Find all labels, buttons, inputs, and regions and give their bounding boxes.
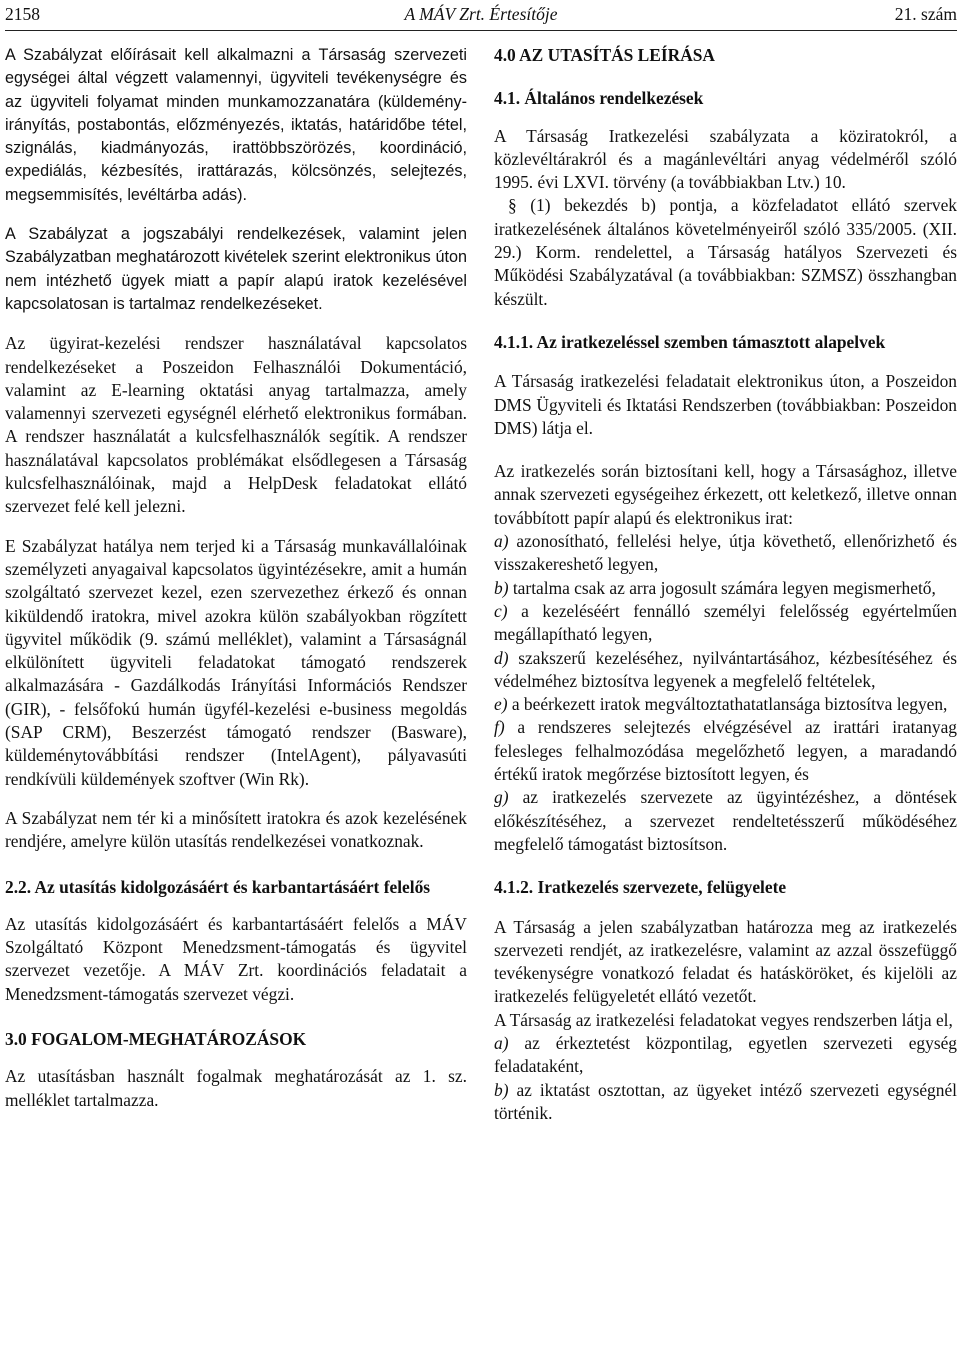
list-item: [494, 1079, 957, 1126]
paragraph: A Társaság az iratkezelési feladatokat vegyes rendszerben látja el,: [494, 1009, 953, 1030]
issue-number: 21. szám: [894, 4, 957, 24]
paragraph: A Társaság iratkezelési feladatait elektronikus úton, a Poszeidon DMS Ügyviteli és Iktatási Rendszerben (továbbiakban: Poszeidon DMS) látja el.: [494, 371, 957, 438]
paragraph: A Társaság Iratkezelési szabályzata a köziratokról, a közlevéltárakról és a magánlevéltári anyag védelméről szóló 1995. évi LXVI. törvény (a továbbiakban Ltv.) 10.: [494, 125, 957, 193]
list-item-marker: a): [494, 1032, 509, 1053]
list-item: [494, 530, 957, 577]
header-divider: [5, 30, 957, 31]
list-item-marker: g): [494, 787, 509, 808]
list-item-text: az érkeztetést központilag, egyetlen szervezeti egység feladataként,: [494, 1032, 957, 1077]
list-item-text: a beérkezett iratok megváltoztathatatlansága biztosítva legyen,: [507, 694, 948, 715]
list-item-text: szakszerű kezeléséhez, nyilvántartásához, kézbesítéséhez és védelméhez biztosítva legyenek a megfelelő feltételek,: [494, 647, 957, 691]
subsection-heading: 4.1.2. Iratkezelés szervezete, felügyelete: [494, 877, 787, 898]
paragraph: A Szabályzat a jogszabályi rendelkezések, valamint jelen Szabályzatban meghatározott kivételek szerint elektronikus úton nem intézhető ügyek miatt a papír alapú iratok kezelésével kapcsolatosan is tartalmaz rendelkezéseket.: [5, 225, 467, 313]
section-heading: 4.0 AZ UTASÍTÁS LEÍRÁSA: [494, 45, 715, 65]
paragraph: A Társaság a jelen szabályzatban határozza meg az iratkezelés szervezeti rendjét, az iratkezelésre, valamint az azzal összefüggő tevékenységre vonatkozó feladat és hatásköröket, és kijelöli az iratkezelés felügyeletét ellátó vezetőt.: [494, 916, 957, 1007]
list-item-marker: d): [494, 647, 509, 668]
paragraph: E Szabályzat hatálya nem terjed ki a Társaság munkavállalóinak személyzeti anyagaival kapcsolatos ügyintézésekre, amit a humán szolgáltató szervezet kezel, ezen szervezethez érkező és onnan kiküldendő iratokra, mivel azokra külön szabályokban rögzített ügyvitel működik (9. számú melléklet), valamint a Társaságnál elkülönített ügyviteli feladatokat támogató rendszerek alkalmazására - Gazdálkodás Irányítási Információs Rendszer (GIR), - felsőfokú humán ügyfél-kezelési e-business megoldás (SAP CRM), Beszerzést támogató rendszer (Basware), küldeménytovábbítási rendszer (IntelAgent), pályavasúti rendkívüli küldemények szoftver (Win Rk).: [5, 535, 467, 789]
list-item-text: a rendszeres selejtezés elvégzésével az irattári iratanyag felesleges felhalmozódása megelőzhető legyen, a maradandó értékű iratok megőrzése biztosított legyen, és: [494, 717, 957, 785]
page-number: 2158: [5, 4, 40, 24]
responsibility-list: [494, 1032, 957, 1125]
paragraph: Az ügyirat-kezelési rendszer használatával kapcsolatos rendelkezéseket a Poszeidon Felhasználói Dokumentáció, valamint az E-learning oktatási anyag tartalmazza, amely valamennyi szervezeti egységnél elérhető elektronikus formában. A rendszer használatát a kulcsfelhasználók segítik. A rendszer használatával kapcsolatos problémákat elsődlegesen a Társaság kulcsfelhasználóinak, majd a HelpDesk feladatokat ellátó szervezet felé kell jelezni.: [5, 333, 467, 517]
paragraph: § (1) bekezdés b) pontja, a közfeladatot ellátó szervek iratkezelésének általános követelményeiről szóló 335/2005. (XII. 29.) Korm. rendelettel, a Társaság hatályos Szervezeti és Működési Szabályzatával (a továbbiakban: SZMSZ) összhangban készült.: [494, 195, 957, 309]
list-item-marker: e): [494, 694, 508, 715]
section-heading: 2.2. Az utasítás kidolgozásáért és karbantartásáért felelős: [5, 876, 431, 897]
list-item-marker: b): [494, 577, 509, 598]
list-item-text: a kezeléséért fennálló személyi felelősség egyértelműen megállapítható legyen,: [494, 600, 957, 645]
list-item-text: azonosítható, fellelési helye, útja követhető, ellenőrizhető és visszakereshető legyen,: [494, 531, 957, 575]
paragraph: A Szabályzat előírásait kell alkalmazni a Társaság szervezeti egységei által végzett valamennyi, ügyviteli tevékenységre és az ügyviteli folyamat minden munkamozzanatára (küldemény-irányítás, postabontás, előzményezés, iktatás, határidőbe tétel, szignálás, kiadmányozás, irattöbbszörözés, koordináció, expediálás, kézbesítés, irattárazás, kölcsönzés, selejtezés, megsemmisítés, levéltárba adás).: [5, 46, 467, 204]
list-item-text: tartalma csak az arra jogosult számára legyen megismerhető,: [508, 577, 936, 598]
paragraph: A Szabályzat nem tér ki a minősített iratokra és azok kezelésének rendjére, amelyre külön utasítás rendelkezései vonatkoznak.: [5, 807, 467, 852]
paragraph: Az utasításban használt fogalmak meghatározását az 1. sz. melléklet tartalmazza.: [5, 1066, 467, 1110]
list-item: [494, 577, 957, 600]
section-heading: 3.0 FOGALOM-MEGHATÁROZÁSOK: [5, 1028, 307, 1049]
list-item: [494, 1032, 957, 1079]
list-item-marker: b): [494, 1079, 509, 1100]
subsection-heading: 4.1. Általános rendelkezések: [494, 88, 704, 109]
list-item-marker: a): [494, 531, 509, 552]
list-item: [494, 693, 957, 716]
right-column: [494, 44, 957, 1125]
list-item: [494, 600, 957, 647]
list-item: [494, 786, 957, 856]
list-item-marker: f): [494, 717, 505, 738]
paragraph: Az utasítás kidolgozásáért és karbantartásáért felelős a MÁV Szolgáltató Központ Menedzsment-támogatás és ügyvitel szervezet vezetője. A MÁV Zrt. koordinációs feladatait a Menedzsment-támogatás szervezet végzi.: [5, 913, 467, 1004]
journal-title: A MÁV Zrt. Értesítője: [404, 4, 558, 24]
list-item: [494, 647, 957, 694]
list-item: [494, 716, 957, 786]
page-header: [5, 3, 957, 29]
list-item-text: az iktatást osztottan, az ügyeket intéző szervezeti egységnél történik.: [494, 1079, 957, 1123]
left-column: [5, 44, 467, 1128]
list-item-text: az iratkezelés szervezete az ügyintézéshez, a döntések előkészítéséhez, a szervezet rendeltetésszerű működéséhez megfelelő támogatást biztosítson.: [494, 787, 957, 854]
list-item-marker: c): [494, 600, 508, 621]
requirement-list: [494, 530, 957, 856]
subsection-heading: 4.1.1. Az iratkezeléssel szemben támasztott alapelvek: [494, 331, 886, 352]
paragraph: Az iratkezelés során biztosítani kell, hogy a Társasághoz, illetve annak szervezeti egységeihez érkezett, ott keletkező, illetve onnan továbbított papír alapú és elektronikus irat:: [494, 461, 957, 528]
